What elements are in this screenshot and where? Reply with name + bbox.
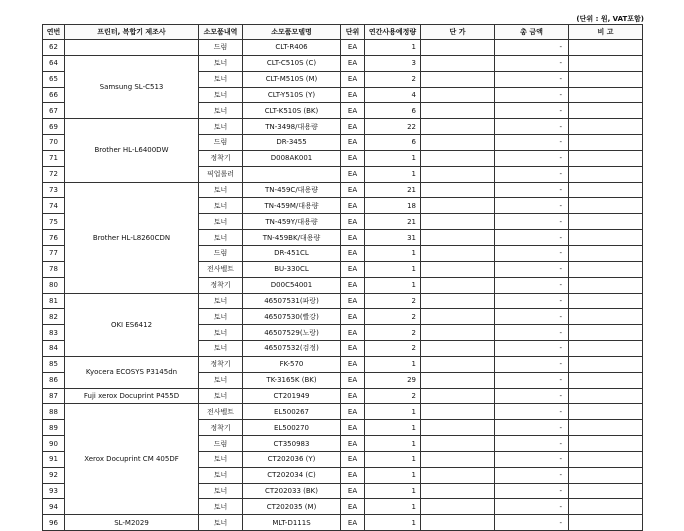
- consumable-item-cell: 픽업롤러: [199, 166, 243, 182]
- consumable-item-cell: 정착기: [199, 277, 243, 293]
- consumable-item-cell: 전사벨트: [199, 261, 243, 277]
- consumable-model-cell: TK-3165K (BK): [243, 372, 341, 388]
- consumable-item-cell: 토너: [199, 515, 243, 531]
- consumable-item-cell: 드럼: [199, 135, 243, 151]
- annual-qty-cell: 1: [365, 261, 421, 277]
- col-header-remarks: 비 고: [569, 25, 643, 40]
- total-amount-cell: -: [495, 261, 569, 277]
- unit-price-cell: [421, 356, 495, 372]
- unit-price-cell: [421, 230, 495, 246]
- unit-note: (단위 : 원, VAT포함): [576, 15, 644, 23]
- total-amount-cell: -: [495, 40, 569, 56]
- unit-price-cell: [421, 198, 495, 214]
- consumable-model-cell: FK-570: [243, 356, 341, 372]
- table-row: [43, 388, 643, 404]
- total-amount-cell: -: [495, 372, 569, 388]
- consumable-model-cell: CLT-R406: [243, 40, 341, 56]
- col-header-qty: 연간사용예정량: [365, 25, 421, 40]
- unit-cell: EA: [341, 71, 365, 87]
- unit-price-cell: [421, 214, 495, 230]
- row-number: 89: [43, 420, 65, 436]
- consumable-model-cell: D00C54001: [243, 277, 341, 293]
- unit-cell: EA: [341, 372, 365, 388]
- consumable-model-cell: CLT-Y510S (Y): [243, 87, 341, 103]
- printer-model-cell: Samsung SL-C513: [65, 55, 199, 118]
- consumable-item-cell: 토너: [199, 182, 243, 198]
- total-amount-cell: -: [495, 87, 569, 103]
- consumable-model-cell: CT350983: [243, 436, 341, 452]
- unit-price-cell: [421, 325, 495, 341]
- unit-cell: EA: [341, 135, 365, 151]
- remarks-cell: [569, 198, 643, 214]
- remarks-cell: [569, 277, 643, 293]
- consumable-model-cell: CT202036 (Y): [243, 451, 341, 467]
- consumable-item-cell: 토너: [199, 293, 243, 309]
- row-number: 78: [43, 261, 65, 277]
- annual-qty-cell: 1: [365, 420, 421, 436]
- remarks-cell: [569, 245, 643, 261]
- row-number: 71: [43, 150, 65, 166]
- remarks-cell: [569, 341, 643, 357]
- consumable-model-cell: CLT-M510S (M): [243, 71, 341, 87]
- total-amount-cell: -: [495, 451, 569, 467]
- consumable-item-cell: 정착기: [199, 420, 243, 436]
- total-amount-cell: -: [495, 325, 569, 341]
- total-amount-cell: -: [495, 309, 569, 325]
- consumable-model-cell: 46507532(검정): [243, 341, 341, 357]
- table-row: [43, 182, 643, 198]
- row-number: 72: [43, 166, 65, 182]
- printer-model-cell: Xerox Docuprint CM 405DF: [65, 404, 199, 515]
- unit-cell: EA: [341, 150, 365, 166]
- annual-qty-cell: 2: [365, 293, 421, 309]
- col-header-model: 소모품모델명: [243, 25, 341, 40]
- annual-qty-cell: 1: [365, 166, 421, 182]
- annual-qty-cell: 2: [365, 309, 421, 325]
- unit-price-cell: [421, 150, 495, 166]
- unit-price-cell: [421, 245, 495, 261]
- consumable-model-cell: TN-459BK/대용량: [243, 230, 341, 246]
- unit-price-cell: [421, 119, 495, 135]
- row-number: 86: [43, 372, 65, 388]
- remarks-cell: [569, 214, 643, 230]
- unit-cell: EA: [341, 499, 365, 515]
- unit-price-cell: [421, 166, 495, 182]
- consumable-item-cell: 토너: [199, 388, 243, 404]
- row-number: 73: [43, 182, 65, 198]
- row-number: 88: [43, 404, 65, 420]
- row-number: 81: [43, 293, 65, 309]
- remarks-cell: [569, 135, 643, 151]
- total-amount-cell: -: [495, 420, 569, 436]
- unit-cell: EA: [341, 467, 365, 483]
- consumable-model-cell: CT202034 (C): [243, 467, 341, 483]
- unit-cell: EA: [341, 182, 365, 198]
- unit-price-cell: [421, 483, 495, 499]
- unit-price-cell: [421, 87, 495, 103]
- total-amount-cell: -: [495, 515, 569, 531]
- row-number: 93: [43, 483, 65, 499]
- row-number: 96: [43, 515, 65, 531]
- unit-price-cell: [421, 103, 495, 119]
- unit-price-cell: [421, 467, 495, 483]
- total-amount-cell: -: [495, 182, 569, 198]
- unit-price-cell: [421, 135, 495, 151]
- unit-cell: EA: [341, 436, 365, 452]
- annual-qty-cell: 1: [365, 40, 421, 56]
- row-number: 75: [43, 214, 65, 230]
- unit-cell: EA: [341, 404, 365, 420]
- remarks-cell: [569, 499, 643, 515]
- consumable-item-cell: 토너: [199, 467, 243, 483]
- unit-cell: EA: [341, 356, 365, 372]
- unit-cell: EA: [341, 166, 365, 182]
- consumable-model-cell: 46507529(노랑): [243, 325, 341, 341]
- table-body: [43, 40, 643, 531]
- annual-qty-cell: 2: [365, 325, 421, 341]
- consumable-model-cell: EL500270: [243, 420, 341, 436]
- consumable-model-cell: CT201949: [243, 388, 341, 404]
- remarks-cell: [569, 388, 643, 404]
- annual-qty-cell: 6: [365, 135, 421, 151]
- unit-price-cell: [421, 420, 495, 436]
- total-amount-cell: -: [495, 135, 569, 151]
- total-amount-cell: -: [495, 341, 569, 357]
- consumable-item-cell: 토너: [199, 103, 243, 119]
- unit-price-cell: [421, 182, 495, 198]
- printer-model-cell: Brother HL-L8260CDN: [65, 182, 199, 293]
- annual-qty-cell: 1: [365, 436, 421, 452]
- table-row: [43, 119, 643, 135]
- remarks-cell: [569, 420, 643, 436]
- col-header-total: 총 금액: [495, 25, 569, 40]
- consumable-item-cell: 토너: [199, 55, 243, 71]
- consumable-model-cell: CT202033 (BK): [243, 483, 341, 499]
- consumable-model-cell: EL500267: [243, 404, 341, 420]
- annual-qty-cell: 1: [365, 277, 421, 293]
- unit-price-cell: [421, 309, 495, 325]
- table-header-row: [43, 25, 643, 40]
- printer-model-cell: Kyocera ECOSYS P3145dn: [65, 356, 199, 388]
- total-amount-cell: -: [495, 388, 569, 404]
- total-amount-cell: -: [495, 119, 569, 135]
- consumable-item-cell: 전사벨트: [199, 404, 243, 420]
- annual-qty-cell: 1: [365, 451, 421, 467]
- consumable-item-cell: 토너: [199, 119, 243, 135]
- remarks-cell: [569, 150, 643, 166]
- remarks-cell: [569, 261, 643, 277]
- remarks-cell: [569, 515, 643, 531]
- total-amount-cell: -: [495, 499, 569, 515]
- row-number: 70: [43, 135, 65, 151]
- table-row: [43, 55, 643, 71]
- remarks-cell: [569, 356, 643, 372]
- consumable-model-cell: DR-451CL: [243, 245, 341, 261]
- remarks-cell: [569, 55, 643, 71]
- row-number: 69: [43, 119, 65, 135]
- total-amount-cell: -: [495, 467, 569, 483]
- annual-qty-cell: 1: [365, 515, 421, 531]
- consumable-item-cell: 드럼: [199, 436, 243, 452]
- remarks-cell: [569, 119, 643, 135]
- consumable-item-cell: 토너: [199, 71, 243, 87]
- row-number: 74: [43, 198, 65, 214]
- remarks-cell: [569, 182, 643, 198]
- consumable-model-cell: TN-459Y/대용량: [243, 214, 341, 230]
- unit-cell: EA: [341, 309, 365, 325]
- remarks-cell: [569, 87, 643, 103]
- consumable-item-cell: 토너: [199, 309, 243, 325]
- consumable-model-cell: TN-459C/대용량: [243, 182, 341, 198]
- unit-price-cell: [421, 451, 495, 467]
- annual-qty-cell: 1: [365, 467, 421, 483]
- unit-price-cell: [421, 277, 495, 293]
- total-amount-cell: -: [495, 71, 569, 87]
- annual-qty-cell: 1: [365, 356, 421, 372]
- consumable-item-cell: 정착기: [199, 150, 243, 166]
- unit-cell: EA: [341, 119, 365, 135]
- consumable-model-cell: BU-330CL: [243, 261, 341, 277]
- remarks-cell: [569, 467, 643, 483]
- consumable-model-cell: TN-3498/대용량: [243, 119, 341, 135]
- consumable-item-cell: 토너: [199, 230, 243, 246]
- row-number: 62: [43, 40, 65, 56]
- annual-qty-cell: 18: [365, 198, 421, 214]
- unit-cell: EA: [341, 40, 365, 56]
- col-header-no: 연번: [43, 25, 65, 40]
- row-number: 87: [43, 388, 65, 404]
- consumable-item-cell: 토너: [199, 198, 243, 214]
- remarks-cell: [569, 325, 643, 341]
- row-number: 82: [43, 309, 65, 325]
- unit-price-cell: [421, 293, 495, 309]
- consumable-model-cell: D008AK001: [243, 150, 341, 166]
- annual-qty-cell: 4: [365, 87, 421, 103]
- consumable-model-cell: TN-459M/대용량: [243, 198, 341, 214]
- unit-cell: EA: [341, 325, 365, 341]
- printer-model-cell: [65, 40, 199, 56]
- consumable-item-cell: 토너: [199, 325, 243, 341]
- total-amount-cell: -: [495, 103, 569, 119]
- consumable-item-cell: 드럼: [199, 40, 243, 56]
- row-number: 91: [43, 451, 65, 467]
- row-number: 65: [43, 71, 65, 87]
- consumable-item-cell: 토너: [199, 372, 243, 388]
- row-number: 92: [43, 467, 65, 483]
- remarks-cell: [569, 166, 643, 182]
- unit-price-cell: [421, 261, 495, 277]
- annual-qty-cell: 31: [365, 230, 421, 246]
- unit-cell: EA: [341, 388, 365, 404]
- annual-qty-cell: 1: [365, 483, 421, 499]
- row-number: 80: [43, 277, 65, 293]
- consumable-model-cell: DR-3455: [243, 135, 341, 151]
- total-amount-cell: -: [495, 277, 569, 293]
- unit-cell: EA: [341, 103, 365, 119]
- unit-price-cell: [421, 515, 495, 531]
- remarks-cell: [569, 372, 643, 388]
- annual-qty-cell: 1: [365, 150, 421, 166]
- total-amount-cell: -: [495, 436, 569, 452]
- col-header-printer: 프린터, 복합기 제조사: [65, 25, 199, 40]
- unit-price-cell: [421, 436, 495, 452]
- printer-model-cell: Brother HL-L6400DW: [65, 119, 199, 182]
- total-amount-cell: -: [495, 356, 569, 372]
- remarks-cell: [569, 404, 643, 420]
- remarks-cell: [569, 436, 643, 452]
- row-number: 85: [43, 356, 65, 372]
- row-number: 84: [43, 341, 65, 357]
- row-number: 76: [43, 230, 65, 246]
- consumable-model-cell: 46507531(파랑): [243, 293, 341, 309]
- total-amount-cell: -: [495, 293, 569, 309]
- unit-cell: EA: [341, 214, 365, 230]
- annual-qty-cell: 2: [365, 341, 421, 357]
- row-number: 64: [43, 55, 65, 71]
- unit-price-cell: [421, 404, 495, 420]
- row-number: 94: [43, 499, 65, 515]
- consumables-table: [42, 24, 643, 531]
- consumable-item-cell: 정착기: [199, 356, 243, 372]
- total-amount-cell: -: [495, 166, 569, 182]
- unit-price-cell: [421, 341, 495, 357]
- remarks-cell: [569, 309, 643, 325]
- unit-cell: EA: [341, 420, 365, 436]
- annual-qty-cell: 21: [365, 214, 421, 230]
- consumable-model-cell: [243, 166, 341, 182]
- consumable-model-cell: CLT-K510S (BK): [243, 103, 341, 119]
- total-amount-cell: -: [495, 245, 569, 261]
- remarks-cell: [569, 483, 643, 499]
- annual-qty-cell: 3: [365, 55, 421, 71]
- total-amount-cell: -: [495, 198, 569, 214]
- consumable-item-cell: 토너: [199, 214, 243, 230]
- total-amount-cell: -: [495, 483, 569, 499]
- row-number: 67: [43, 103, 65, 119]
- table-row: [43, 293, 643, 309]
- consumable-model-cell: 46507530(빨강): [243, 309, 341, 325]
- annual-qty-cell: 1: [365, 499, 421, 515]
- unit-cell: EA: [341, 230, 365, 246]
- total-amount-cell: -: [495, 214, 569, 230]
- col-header-item: 소모품내역: [199, 25, 243, 40]
- total-amount-cell: -: [495, 230, 569, 246]
- consumable-item-cell: 토너: [199, 483, 243, 499]
- consumable-item-cell: 토너: [199, 87, 243, 103]
- unit-cell: EA: [341, 55, 365, 71]
- annual-qty-cell: 2: [365, 388, 421, 404]
- consumable-model-cell: MLT-D111S: [243, 515, 341, 531]
- unit-price-cell: [421, 40, 495, 56]
- annual-qty-cell: 6: [365, 103, 421, 119]
- unit-cell: EA: [341, 198, 365, 214]
- consumable-item-cell: 토너: [199, 451, 243, 467]
- unit-price-cell: [421, 55, 495, 71]
- annual-qty-cell: 1: [365, 404, 421, 420]
- unit-price-cell: [421, 388, 495, 404]
- unit-cell: EA: [341, 483, 365, 499]
- total-amount-cell: -: [495, 55, 569, 71]
- printer-model-cell: Fuji xerox Docuprint P455D: [65, 388, 199, 404]
- table-row: [43, 40, 643, 56]
- annual-qty-cell: 1: [365, 245, 421, 261]
- printer-model-cell: SL-M2029: [65, 515, 199, 531]
- total-amount-cell: -: [495, 150, 569, 166]
- table-row: [43, 515, 643, 531]
- total-amount-cell: -: [495, 404, 569, 420]
- remarks-cell: [569, 71, 643, 87]
- unit-price-cell: [421, 71, 495, 87]
- annual-qty-cell: 29: [365, 372, 421, 388]
- col-header-unit: 단위: [341, 25, 365, 40]
- row-number: 77: [43, 245, 65, 261]
- unit-cell: EA: [341, 515, 365, 531]
- unit-cell: EA: [341, 261, 365, 277]
- unit-price-cell: [421, 499, 495, 515]
- remarks-cell: [569, 451, 643, 467]
- remarks-cell: [569, 103, 643, 119]
- row-number: 83: [43, 325, 65, 341]
- unit-cell: EA: [341, 87, 365, 103]
- table-row: [43, 404, 643, 420]
- annual-qty-cell: 21: [365, 182, 421, 198]
- col-header-price: 단 가: [421, 25, 495, 40]
- unit-cell: EA: [341, 341, 365, 357]
- remarks-cell: [569, 40, 643, 56]
- consumable-model-cell: CT202035 (M): [243, 499, 341, 515]
- consumable-item-cell: 토너: [199, 341, 243, 357]
- remarks-cell: [569, 293, 643, 309]
- unit-cell: EA: [341, 451, 365, 467]
- remarks-cell: [569, 230, 643, 246]
- row-number: 90: [43, 436, 65, 452]
- consumable-item-cell: 드럼: [199, 245, 243, 261]
- printer-model-cell: OKI ES6412: [65, 293, 199, 356]
- unit-cell: EA: [341, 245, 365, 261]
- unit-price-cell: [421, 372, 495, 388]
- unit-cell: EA: [341, 277, 365, 293]
- table-row: [43, 356, 643, 372]
- annual-qty-cell: 2: [365, 71, 421, 87]
- consumable-model-cell: CLT-C510S (C): [243, 55, 341, 71]
- row-number: 66: [43, 87, 65, 103]
- consumable-item-cell: 토너: [199, 499, 243, 515]
- unit-cell: EA: [341, 293, 365, 309]
- annual-qty-cell: 22: [365, 119, 421, 135]
